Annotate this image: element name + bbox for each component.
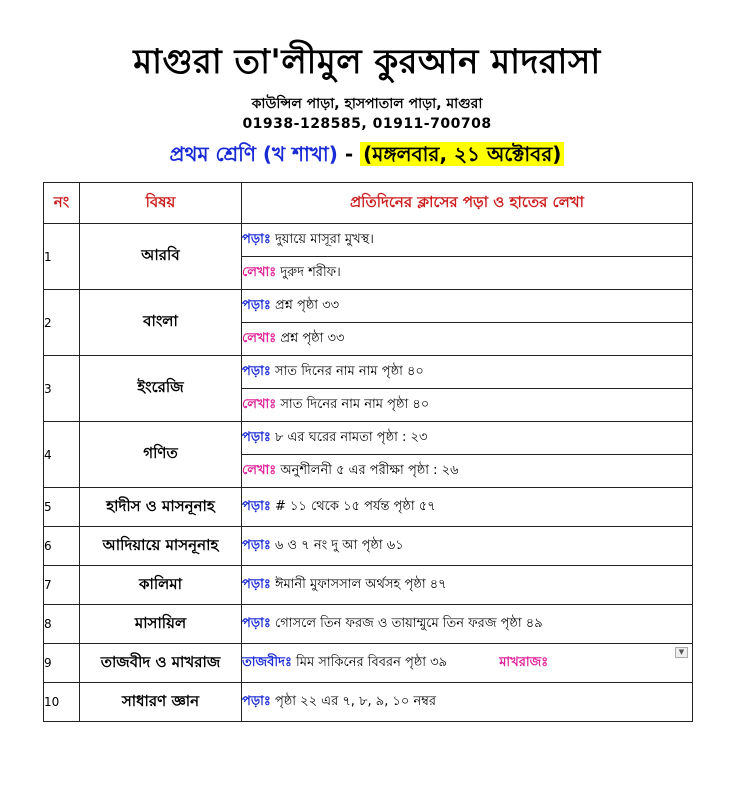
table-header-row	[44, 183, 693, 224]
table-row	[44, 290, 693, 323]
header-num: নং	[44, 183, 80, 224]
reading-text: গোসলে তিন ফরজ ও তায়াম্মুমে তিন ফরজ পৃষ্ঠা ৪৯	[274, 615, 543, 631]
separator: -	[337, 142, 361, 166]
row-number: 8	[44, 605, 80, 644]
row-number: 6	[44, 527, 80, 566]
subject-cell: বাংলা	[80, 290, 242, 356]
subject-cell: কালিমা	[80, 566, 242, 605]
read-label: পড়াঃ	[242, 363, 271, 379]
subject-cell: গণিত	[80, 422, 242, 488]
header-subject: বিষয়	[80, 183, 242, 224]
row-number: 7	[44, 566, 80, 605]
writing-task	[242, 389, 693, 422]
reading-task	[242, 422, 693, 455]
reading-task	[242, 356, 693, 389]
row-number: 1	[44, 224, 80, 290]
reading-text: ঈমানী মুফাসসাল অর্থসহ পৃষ্ঠা ৪৭	[274, 576, 447, 592]
read-label: পড়াঃ	[242, 498, 271, 514]
row-number: 9	[44, 644, 80, 683]
reading-task	[242, 566, 693, 605]
reading-task	[242, 527, 693, 566]
subject-cell: ইংরেজি	[80, 356, 242, 422]
write-label: লেখাঃ	[242, 462, 277, 478]
writing-task	[242, 257, 693, 290]
class-name: প্রথম শ্রেণি (খ শাখা)	[169, 142, 338, 166]
dropdown-arrow-icon[interactable]: ▼	[675, 647, 688, 658]
write-label: লেখাঃ	[242, 330, 277, 346]
subject-cell: তাজবীদ ও মাখরাজ	[80, 644, 242, 683]
madrasa-phone: 01938-128585, 01911-700708	[242, 116, 492, 132]
writing-text: অনুশীলনী ৫ এর পরীক্ষা পৃষ্ঠা : ২৬	[280, 462, 459, 478]
reading-text: দুয়ায়ে মাসূরা মুখস্থ।	[274, 231, 374, 247]
subject-cell: আরবি	[80, 224, 242, 290]
row-number: 10	[44, 683, 80, 722]
read-label: পড়াঃ	[242, 615, 271, 631]
read-label: পড়াঃ	[242, 537, 271, 553]
table-row	[44, 566, 693, 605]
writing-text: সাত দিনের নাম নাম পৃষ্ঠা ৪০	[280, 396, 430, 412]
madrasa-address: কাউন্সিল পাড়া, হাসপাতাল পাড়া, মাগুরা	[251, 96, 483, 112]
write-label: লেখাঃ	[242, 264, 277, 280]
reading-task	[242, 605, 693, 644]
subject-cell: হাদীস ও মাসনূনাহ	[80, 488, 242, 527]
read-label: পড়াঃ	[242, 576, 271, 592]
writing-text: প্রশ্ন পৃষ্ঠা ৩৩	[280, 330, 345, 346]
makhraj-label: মাখরাজঃ	[499, 654, 549, 670]
reading-task	[242, 683, 693, 722]
table-row	[44, 644, 693, 683]
row-number: 3	[44, 356, 80, 422]
subject-cell: আদিয়ায়ে মাসনূনাহ	[80, 527, 242, 566]
reading-task	[242, 290, 693, 323]
tajwid-makhraj-task	[242, 644, 693, 683]
subject-cell: মাসায়িল	[80, 605, 242, 644]
reading-text: প্রশ্ন পৃষ্ঠা ৩৩	[274, 297, 340, 313]
subject-cell: সাধারণ জ্ঞান	[80, 683, 242, 722]
write-label: লেখাঃ	[242, 396, 277, 412]
madrasa-title: মাগুরা তা'লীমুল কুরআন মাদরাসা	[133, 42, 601, 82]
table-row	[44, 605, 693, 644]
tajwid-label: তাজবীদঃ	[242, 654, 292, 670]
reading-text: পৃষ্ঠা ২২ এর ৭, ৮, ৯, ১০ নম্বর	[274, 693, 437, 709]
table-row	[44, 527, 693, 566]
reading-task	[242, 488, 693, 527]
writing-task	[242, 323, 693, 356]
table-row	[44, 422, 693, 455]
table-row	[44, 224, 693, 257]
reading-text: ৬ ও ৭ নং দু আ পৃষ্ঠা ৬১	[274, 537, 404, 553]
table-row	[44, 488, 693, 527]
tajwid-text: মিম সাকিনের বিবরন পৃষ্ঠা ৩৯	[296, 654, 448, 670]
reading-text: সাত দিনের নাম নাম পৃষ্ঠা ৪০	[274, 363, 424, 379]
row-number: 2	[44, 290, 80, 356]
read-label: পড়াঃ	[242, 231, 271, 247]
table-row	[44, 683, 693, 722]
read-label: পড়াঃ	[242, 297, 271, 313]
writing-text: দুরুদ শরীফ।	[280, 264, 341, 280]
class-routine-table	[43, 182, 693, 722]
read-label: পড়াঃ	[242, 429, 271, 445]
reading-text: ৮ এর ঘরের নামতা পৃষ্ঠা : ২৩	[274, 429, 428, 445]
highlighted-date: (মঙ্গলবার, ২১ অক্টোবর)	[360, 142, 564, 166]
writing-task	[242, 455, 693, 488]
read-label: পড়াঃ	[242, 693, 271, 709]
row-number: 5	[44, 488, 80, 527]
header-tasks: প্রতিদিনের ক্লাসের পড়া ও হাতের লেখা	[242, 183, 693, 224]
reading-text: # ১১ থেকে ১৫ পর্যন্ত পৃষ্ঠা ৫৭	[274, 498, 436, 514]
reading-task	[242, 224, 693, 257]
row-number: 4	[44, 422, 80, 488]
class-date-line	[0, 140, 734, 173]
table-row	[44, 356, 693, 389]
